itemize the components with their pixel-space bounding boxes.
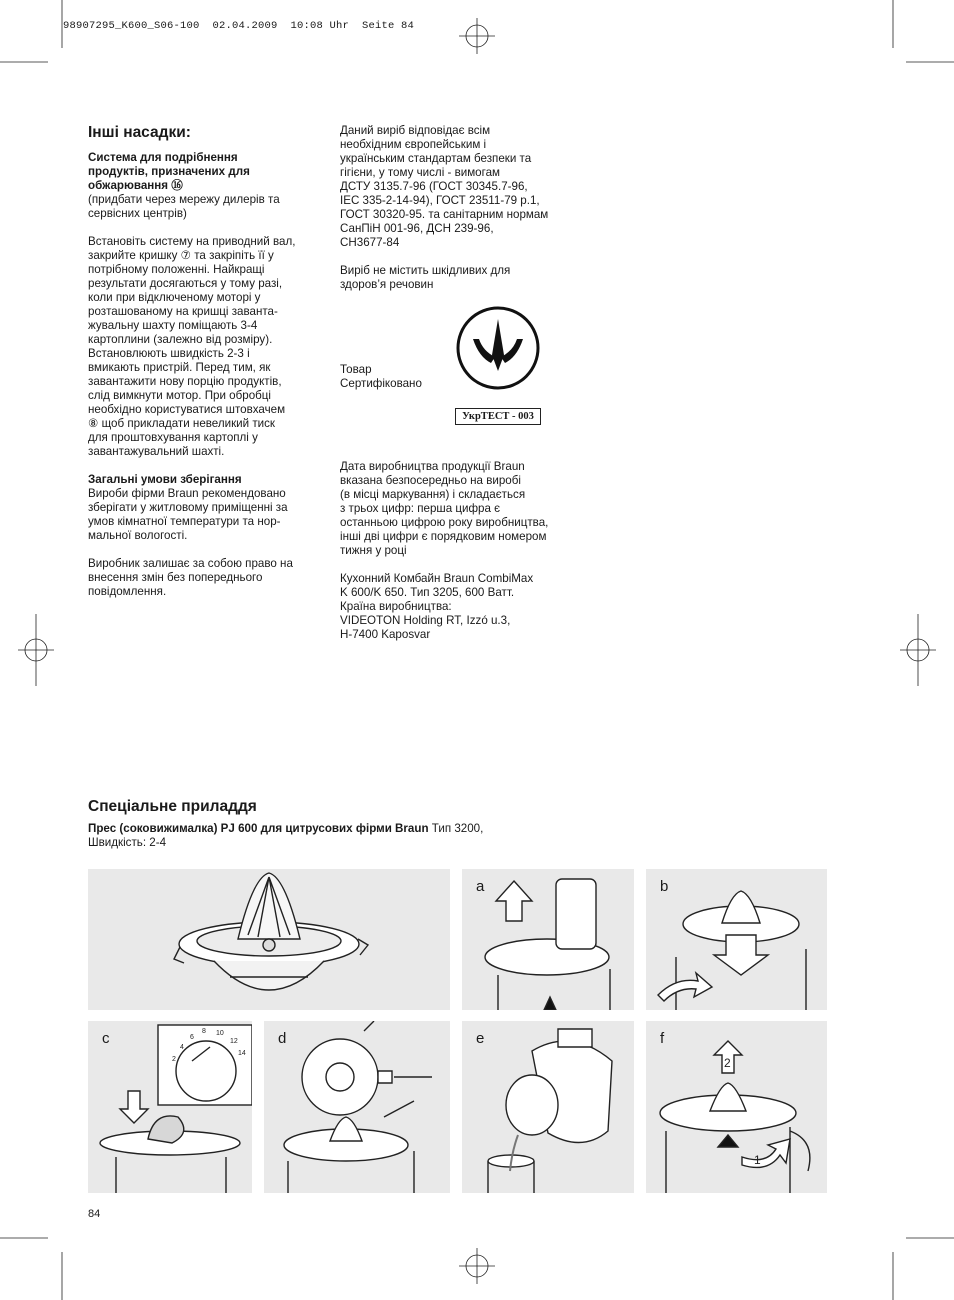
ukraine-certification-mark-icon [455, 305, 541, 391]
left-p2: Встановіть систему на приводний вал, закрийте кришку ⑦ та закріпіть її у потрібному положенні. Найкращі результати досягаються у тому разі, коли при відключеному моторі у розташованому на кришці заванта- жувальну шахту поміщають 3-4 картоплини (залежно від розміру). Встановлюють швидкість 2-3 і вмикають пристрій. Перед тим, як завантажити нову порцію продуктів, слід вимкнути мотор. При обробці необхідно користуватися штовхачем ⑧ щоб прикладати невеликий тиск для проштовхування картоплі у завантажувальний шахті. [88, 235, 296, 458]
left-p4: Виробник залишає за собою право на внесення змін без попереднього повідомлення. [88, 557, 293, 598]
arrow-label-1: 1 [754, 1153, 761, 1167]
step-panel-f [646, 1021, 827, 1193]
right-p4: Кухонний Комбайн Braun CombiMax K 600/K 650. Тип 3205, 600 Ватт. Країна виробництва: VIDEOTON Holding RT, Izzó u.3, H-7400 Kaposvar [340, 572, 534, 641]
dial-number: 14 [238, 1050, 246, 1057]
heading-other-attachments: Інші насадки: [88, 124, 191, 141]
right-p3: Дата виробництва продукції Braun вказана безпосередньо на виробі (в місці маркування) і складається з трьох цифр: перша цифра є останньою цифрою року виробництва, інші дві цифри є порядковим номером тижня у році [340, 460, 549, 557]
dial-number: 12 [230, 1038, 238, 1045]
step-panel-c [88, 1021, 252, 1193]
step-label-f: f [660, 1030, 665, 1047]
dial-number: 4 [180, 1044, 184, 1051]
speed-dial-press-icon [88, 1021, 252, 1193]
lift-lid-icon [462, 869, 634, 1010]
print-header: 98907295_K600_S06-100 02.04.2009 10:08 Uhr Seite 84 [63, 20, 415, 32]
step-panel-b [646, 869, 827, 1010]
special-accessories-title: Спеціальне приладдя [88, 798, 257, 815]
step-label-d: d [278, 1030, 287, 1047]
storage-heading: Загальні умови зберігання [88, 473, 242, 486]
citrus-press-icon [88, 869, 450, 1010]
illustration-citrus-press [88, 869, 450, 1010]
dial-number: 2 [172, 1056, 176, 1063]
ukrtest-label: УкрТЕСТ - 003 [455, 408, 541, 425]
left-p1-bold: Система для подрібнення продуктів, призначених для обжарювання ⑯ [88, 151, 250, 192]
left-column [88, 124, 328, 599]
lock-press-icon [264, 1021, 450, 1193]
dial-number: 10 [216, 1030, 224, 1037]
step-label-e: e [476, 1030, 485, 1047]
step-label-c: c [102, 1030, 110, 1047]
page-number: 84 [88, 1208, 101, 1220]
step-label-b: b [660, 878, 669, 895]
right-p2: Виріб не містить шкідливих для здоров’я речовин [340, 264, 511, 291]
step-panel-a [462, 869, 634, 1010]
dial-number: 6 [190, 1034, 194, 1041]
left-p3: Вироби фірми Braun рекомендовано зберігати у житловому приміщенні за умов кімнатної температури та нор- мальної вологості. [88, 487, 288, 542]
certified-text: Товар Сертифіковано [340, 363, 422, 390]
step-panel-e [462, 1021, 634, 1193]
right-lower [340, 460, 590, 642]
special-accessories-subtitle: Прес (соковижималка) PJ 600 для цитрусових фірми Braun Тип 3200, Швидкість: 2-4 [88, 822, 484, 849]
left-p1: (придбати через мережу дилерів та сервісних центрів) [88, 193, 280, 220]
right-p1: Даний виріб відповідає всім необхідним європейським і українським стандартам безпеки та гігієни, у тому числі - вимогам ДСТУ 3135.7-96 (ГОСТ 30345.7-96, IEC 335-2-14-94), ГОСТ 23511-79 р.1, ГОСТ 30320-95. та санітарним нормам СанПіН 001-96, ДСН 239-96, СН3677-84 [340, 124, 549, 249]
arrow-label-2: 2 [724, 1056, 731, 1070]
step-label-a: a [476, 878, 485, 895]
pour-juice-icon [462, 1021, 634, 1193]
dial-number: 8 [202, 1028, 206, 1035]
place-press-icon [646, 869, 827, 1010]
right-column [340, 124, 590, 292]
remove-press-icon [646, 1021, 827, 1193]
step-panel-d [264, 1021, 450, 1193]
